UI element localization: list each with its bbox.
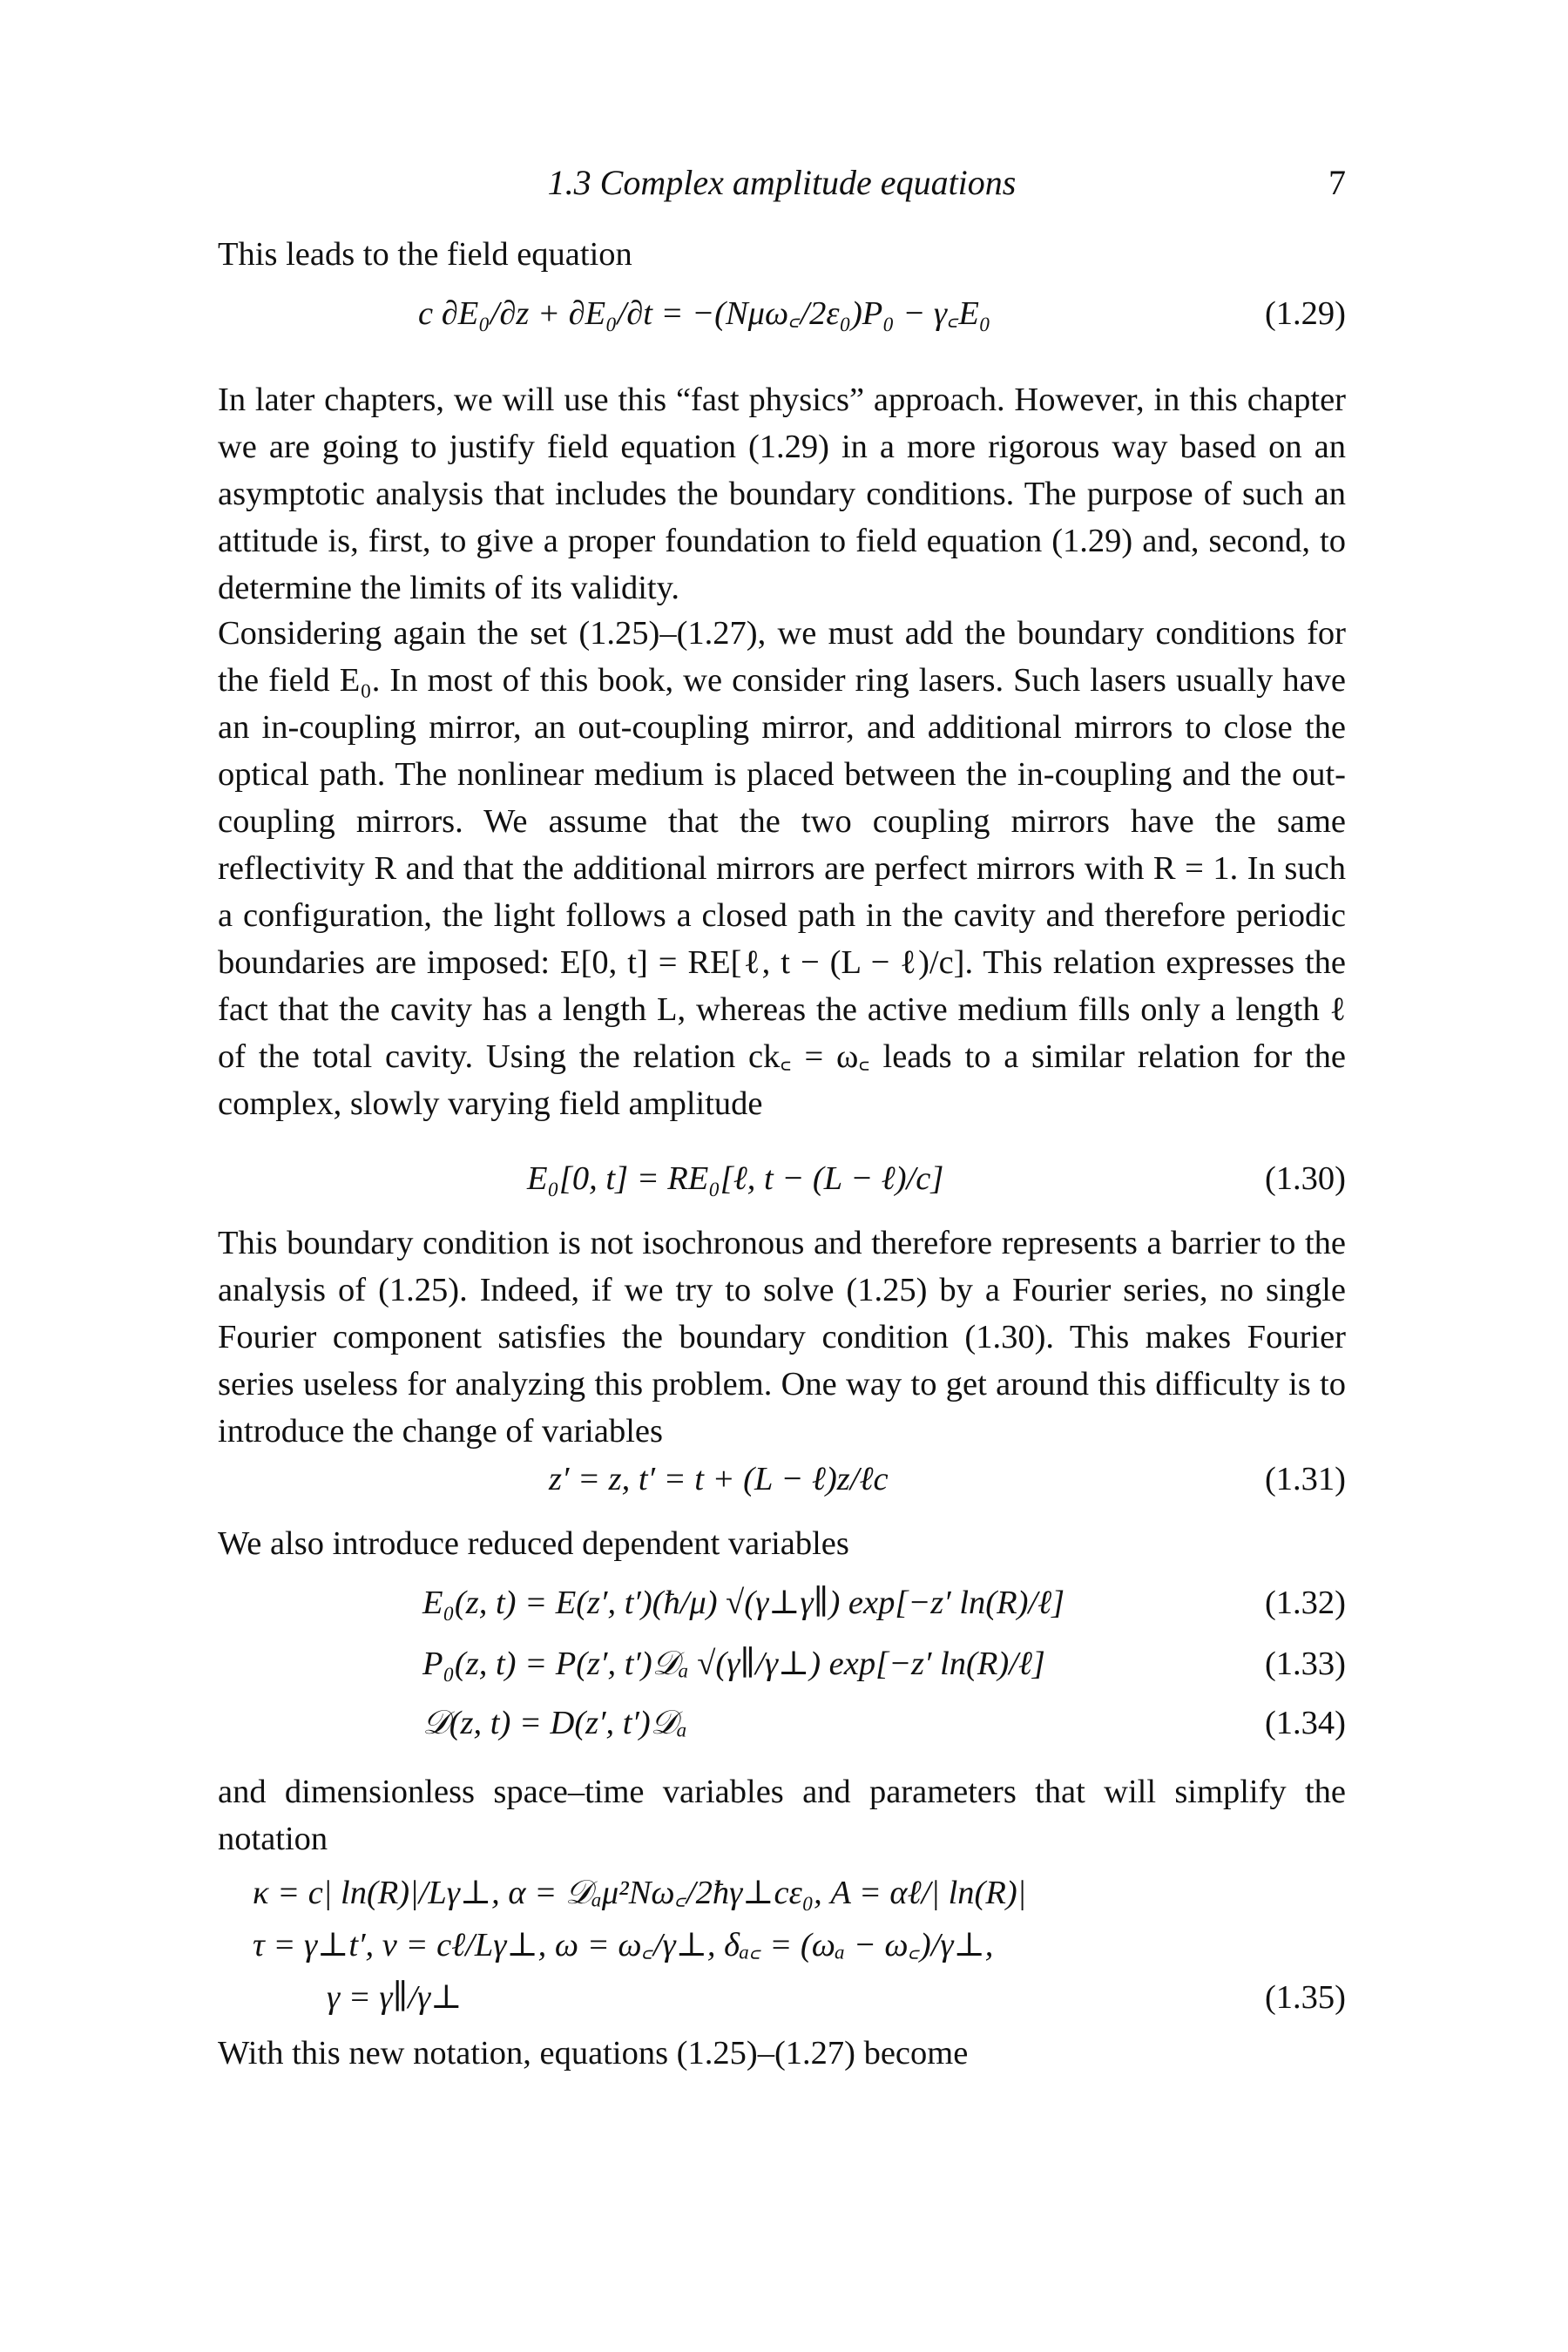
equation-number: (1.31) (1264, 1461, 1346, 1497)
equation-expression: c ∂E₀/∂z + ∂E₀/∂t = −(Nμω꜀/2ε₀)P₀ − γ꜀E₀ (418, 295, 991, 332)
equation-number: (1.35) (1264, 1979, 1346, 2016)
page-number: 7 (1328, 163, 1346, 202)
equation-number: (1.29) (1264, 295, 1346, 332)
paragraph-isochronous: This boundary condition is not isochronous and therefore represents a barrier to the analysis of (1.25). Indeed, if we try to solve (1.25) by a Fourier series, no single Fourier component satisfies the boundary condition (1.30). This makes Fourier series useless for analyzing this problem. One way to get around this difficulty is to introduce the change of variables (218, 1225, 1346, 1450)
equation-1-32 (218, 1578, 1346, 1627)
equation-expression: κ = c| ln(R)|/Lγ⊥, α = 𝒟ₐμ²Nω꜀/2ħγ⊥cε₀, A = αℓ/| ln(R)| (253, 1875, 1027, 1911)
equation-1-30 (218, 1154, 1346, 1203)
paragraph-fast-physics: In later chapters, we will use this “fast physics” approach. However, in this chapter we are going to justify field equation (1.29) in a more rigorous way based on an asymptotic analysis that includes the boundary conditions. The purpose of such an attitude is, first, to give a proper foundation to field equation (1.29) and, second, to determine the limits of its validity. (218, 382, 1346, 606)
paragraph-intro: This leads to the field equation (218, 236, 632, 273)
equation-expression: 𝒟(z, t) = D(z′, t′)𝒟ₐ (422, 1705, 687, 1741)
equation-number: (1.33) (1264, 1646, 1346, 1682)
equation-1-33 (218, 1639, 1346, 1688)
equation-1-35-line-1 (218, 1869, 1346, 1917)
equation-expression: E₀[0, t] = RE₀[ℓ, t − (L − ℓ)/c] (527, 1160, 944, 1197)
equation-number: (1.34) (1264, 1705, 1346, 1741)
equation-1-35-line-3 (218, 1973, 1346, 2022)
equation-expression: E₀(z, t) = E(z′, t′)(ħ/μ) √(γ⊥γ∥) exp[−z′ ln(R)/ℓ] (422, 1585, 1065, 1621)
equation-number: (1.30) (1264, 1160, 1346, 1197)
equation-1-31 (218, 1455, 1346, 1504)
equation-expression: z′ = z, t′ = t + (L − ℓ)z/ℓc (549, 1461, 889, 1497)
equation-1-35-line-2 (218, 1921, 1346, 1970)
paragraph-new-notation: With this new notation, equations (1.25)–(1.27) become (218, 2035, 969, 2072)
paragraph-boundary-conditions: Considering again the set (1.25)–(1.27), we must add the boundary conditions for the field E₀. In most of this book, we consider ring lasers. Such lasers usually have an in-coupling mirror, an out-coupling mirror, and additional mirrors to close the optical path. The nonlinear medium is placed between the in-coupling and the out-coupling mirrors. We assume that the two coupling mirrors have the same reflectivity R and that the additional mirrors are perfect mirrors with R = 1. In such a configuration, the light follows a closed path in the cavity and therefore periodic boundaries are imposed: E[0, t] = RE[ℓ, t − (L − ℓ)/c]. This relation expresses the fact that the cavity has a length L, whereas the active medium fills only a length ℓ of the total cavity. Using the relation ck꜀ = ω꜀ leads to a similar relation for the complex, slowly varying field amplitude (218, 615, 1346, 1122)
page-header (218, 157, 1346, 209)
equation-expression: τ = γ⊥t′, ν = cℓ/Lγ⊥, ω = ω꜀/γ⊥, δₐ꜀ = (ωₐ − ω꜀)/γ⊥, (253, 1927, 994, 1963)
equation-1-34 (218, 1699, 1346, 1747)
equation-1-29 (218, 289, 1346, 338)
equation-number: (1.32) (1264, 1585, 1346, 1621)
equation-expression: P₀(z, t) = P(z′, t′)𝒟ₐ √(γ∥/γ⊥) exp[−z′ ln(R)/ℓ] (422, 1646, 1045, 1682)
equation-expression: γ = γ∥/γ⊥ (327, 1979, 463, 2016)
running-head: 1.3 Complex amplitude equations (547, 163, 1017, 202)
paragraph-dimensionless: and dimensionless space–time variables and parameters that will simplify the notation (218, 1774, 1346, 1857)
paragraph-reduced-variables: We also introduce reduced dependent variables (218, 1525, 849, 1562)
